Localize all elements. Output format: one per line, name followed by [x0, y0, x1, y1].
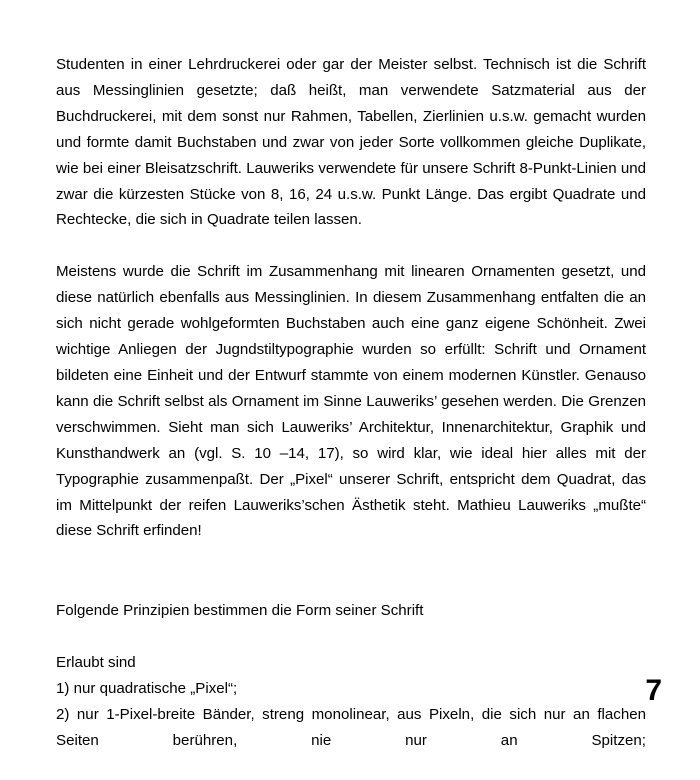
paragraph-spacer — [56, 233, 646, 259]
body-paragraph-2: Meistens wurde die Schrift im Zusammenhang mit linearen Ornamenten gesetzt, und diese natürlich ebenfalls aus Messinglinien. In diesem Zusammenhang entfalten die an sich nicht gerade wohlgeformten Buchstaben auch eine ganz eigene Schönheit. Zwei wichtige Anliegen der Jugndstiltypographie wurden so erfüllt: Schrift und Ornament bildeten eine Einheit und der Entwurf stammte von einem modernen Künstler. Genauso kann die Schrift selbst als Ornament im Sinne Lauweriks’ gesehen werden. Die Grenzen verschwimmen. Sieht man sich Lauweriks’ Architektur, Innenarchitektur, Graphik und Kunsthandwerk an (vgl. S. 10 –14, 17), so wird klar, wie ideal hier alles mit der Typographie zusammenpaßt. Der „Pixel“ unserer Schrift, entspricht dem Quadrat, das im Mittelpunkt der reifen Lauweriks’schen Ästhetik steht. Mathieu Lauweriks „mußte“ diese Schrift erfinden! — [56, 263, 646, 540]
section-spacer — [56, 544, 646, 598]
section-heading: Folgende Prinzipien bestimmen die Form seiner Schrift — [56, 602, 424, 620]
text-column — [56, 52, 646, 780]
body-paragraph-1: Studenten in einer Lehrdruckerei oder gar der Meister selbst. Technisch ist die Schrift aus Messinglinien gesetzte; daß heißt, man verwendete Satzmaterial aus der Buchdruckerei, mit dem sonst nur Rahmen, Tabellen, Zierlinien u.s.w. gemacht wurden und formte damit Buchstaben und zwar von jeder Sorte vollkommen gleiche Duplikate, wie bei einer Bleisatzschrift. Lauweriks verwendete für unsere Schrift 8-Punkt-Linien und zwar die kürzesten Stücke von 8, 16, 24 u.s.w. Punkt Länge. Das ergibt Quadrate und Rechtecke, die sich in Quadrate teilen lassen. — [56, 56, 646, 229]
list-label: Erlaubt sind — [56, 654, 136, 672]
page-number: 7 — [645, 674, 662, 707]
list-item-1: 1) nur quadratische „Pixel“; — [56, 680, 238, 698]
heading-spacer — [56, 624, 646, 650]
list-item-2: 2) nur 1-Pixel-breite Bänder, streng monolinear, aus Pixeln, die sich nur an flachen Seiten berühren, nie nur an Spitzen; — [56, 706, 646, 749]
